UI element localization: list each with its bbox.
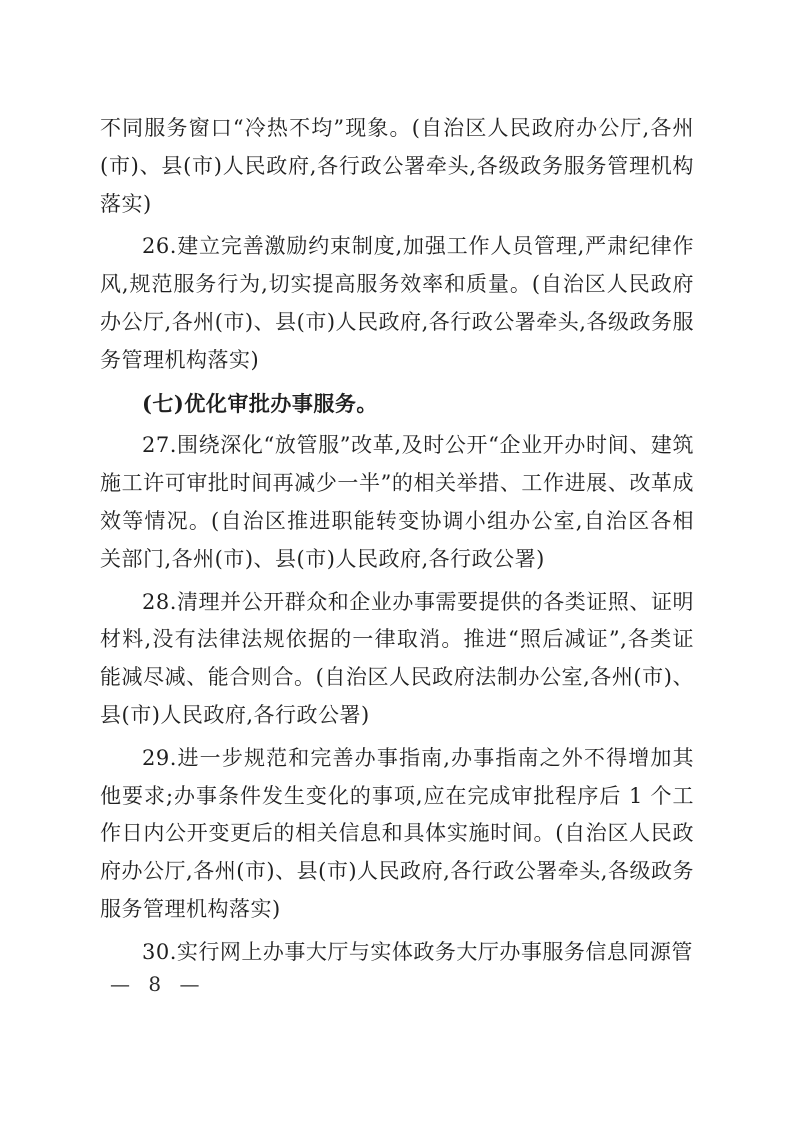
- page-number: — 8 —: [110, 972, 200, 996]
- paragraph-item-29: 29.进一步规范和完善办事指南,办事指南之外不得增加其他要求;办事条件发生变化的事项,应在完成审批程序后 1 个工作日内公开变更后的相关信息和具体实施时间。(自治区人民政府办公厅,各州(市)、县(市)人民政府,各行政公署牵头,各级政务服务管理机构落实): [100, 745, 694, 921]
- section-heading-7: (七)优化审批办事服务。: [142, 390, 378, 416]
- paragraph-continuation: 不同服务窗口“冷热不均”现象。(自治区人民政府办公厅,各州(市)、县(市)人民政府,各行政公署牵头,各级政务服务管理机构落实): [100, 116, 694, 216]
- document-body: [100, 110, 694, 972]
- paragraph-item-26: 26.建立完善激励约束制度,加强工作人员管理,严肃纪律作风,规范服务行为,切实提高服务效率和质量。(自治区人民政府办公厅,各州(市)、县(市)人民政府,各行政公署牵头,各级政务服务管理机构落实): [100, 234, 694, 372]
- paragraph-item-28: 28.清理并公开群众和企业办事需要提供的各类证照、证明材料,没有法律法规依据的一律取消。推进“照后减证”,各类证能减尽减、能合则合。(自治区人民政府法制办公室,各州(市)、县(市)人民政府,各行政公署): [100, 589, 694, 727]
- paragraph-item-30: 30.实行网上办事大厅与实体政务大厅办事服务信息同源管: [142, 939, 693, 964]
- paragraph-item-27: 27.围绕深化“放管服”改革,及时公开“企业开办时间、建筑施工许可审批时间再减少一半”的相关举措、工作进展、改革成效等情况。(自治区推进职能转变协调小组办公室,自治区各相关部门,各州(市)、县(市)人民政府,各行政公署): [100, 433, 694, 571]
